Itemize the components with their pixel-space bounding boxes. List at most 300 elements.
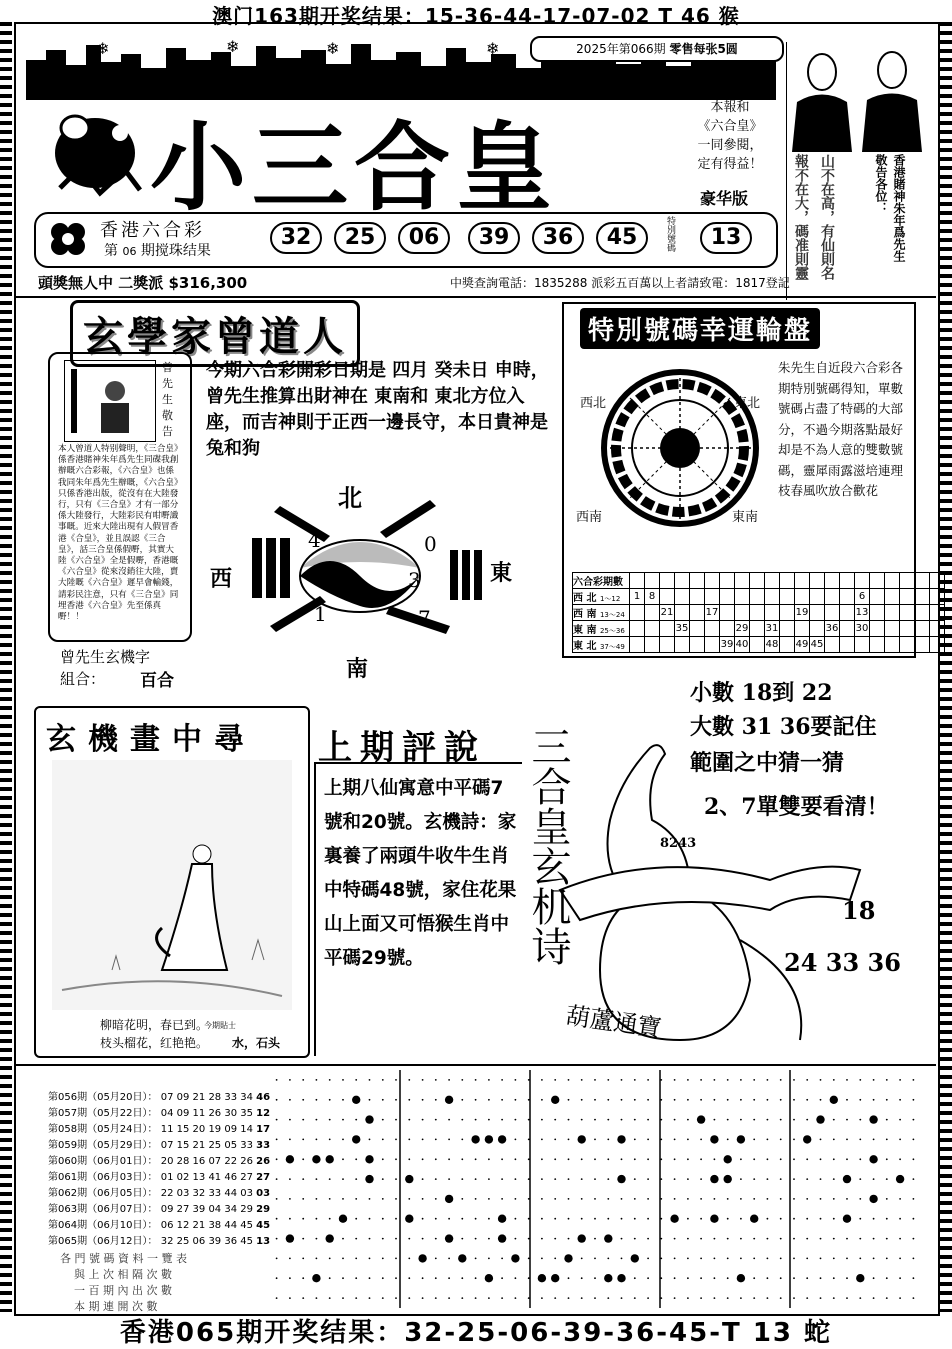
history-row xyxy=(48,1200,270,1215)
combo-label: 組合： xyxy=(60,670,106,688)
grid-dot xyxy=(767,1277,769,1279)
grid-dot xyxy=(581,1198,583,1200)
grid-dot xyxy=(422,1178,424,1180)
drawn-number-dot xyxy=(803,1135,811,1143)
grid-dot xyxy=(342,1139,344,1141)
grid-dot xyxy=(780,1198,782,1200)
grid-dot xyxy=(382,1119,384,1121)
drawn-number-dot xyxy=(843,1175,851,1183)
paper-title: 小三合皇 xyxy=(150,112,558,224)
grid-dot xyxy=(554,1258,556,1260)
grid-dot xyxy=(607,1158,609,1160)
grid-dot xyxy=(767,1238,769,1240)
grid-dot xyxy=(435,1178,437,1180)
portrait-photo xyxy=(787,42,925,152)
grid-dot xyxy=(714,1277,716,1279)
grid-dot xyxy=(660,1158,662,1160)
grid-dot xyxy=(302,1158,304,1160)
grid-dot xyxy=(687,1258,689,1260)
drawn-number-dot xyxy=(737,1274,745,1282)
grid-dot xyxy=(833,1297,835,1299)
grid-dot xyxy=(329,1297,331,1299)
caption-char: 曾 xyxy=(162,361,173,374)
grid-dot xyxy=(859,1178,861,1180)
grid-dot xyxy=(780,1297,782,1299)
grid-dot xyxy=(289,1178,291,1180)
row-cell: 1 xyxy=(630,589,645,605)
grid-dot xyxy=(395,1218,397,1220)
grid-dot xyxy=(355,1258,357,1260)
grid-dot xyxy=(859,1297,861,1299)
grid-dot xyxy=(435,1218,437,1220)
grid-dot xyxy=(634,1218,636,1220)
grid-dot xyxy=(355,1158,357,1160)
grid-dot xyxy=(541,1218,543,1220)
drawn-number-dot xyxy=(710,1175,718,1183)
grid-dot xyxy=(302,1119,304,1121)
grid-dot xyxy=(674,1238,676,1240)
drawn-number-dot xyxy=(830,1096,838,1104)
wheel-desc: 朱先生自近段六合彩各期特別號碼得知，單數號碼占盡了特碼的大部分，不過今期落點最好却是不為人意的雙數號碼，靈犀雨露滋培連理枝春風吹放合歡花 xyxy=(778,360,904,498)
grid-dot xyxy=(422,1297,424,1299)
grid-dot xyxy=(276,1119,278,1121)
grid-dot xyxy=(422,1238,424,1240)
grid-dot xyxy=(448,1258,450,1260)
drawn-number-dot xyxy=(365,1155,373,1163)
issue-info: 2025年第066期 零售每张5圆 xyxy=(530,36,784,62)
history-nums: 01 02 13 41 46 27 xyxy=(160,1172,253,1183)
dir-se: 東南 xyxy=(732,510,759,525)
grid-dot xyxy=(448,1079,450,1081)
grid-dot xyxy=(833,1238,835,1240)
drawn-number-dot xyxy=(405,1175,413,1183)
poem-vertical-title: 三合皇玄机诗 xyxy=(525,726,571,966)
grid-dot xyxy=(740,1218,742,1220)
review-text: 上期八仙寓意中平碼7號和20號。玄機詩：家裏養了兩頭牛收牛生肖中特碼48號，家住花果山上面又可悟猴生肖中平碼29號。 xyxy=(324,778,517,969)
grid-dot xyxy=(302,1178,304,1180)
grid-dot xyxy=(753,1238,755,1240)
grid-dot xyxy=(846,1119,848,1121)
drawn-number-dot xyxy=(710,1135,718,1143)
grid-dot xyxy=(276,1297,278,1299)
grid-dot xyxy=(276,1158,278,1160)
caption-char: 生 xyxy=(162,393,173,406)
grid-dot xyxy=(568,1277,570,1279)
riddle-title: 玄機畫中尋 xyxy=(46,722,256,757)
tip-numbers: 24 33 36 xyxy=(784,948,901,977)
fortune-section-title: 玄學家曾道人 xyxy=(70,300,360,367)
grid-dot xyxy=(780,1258,782,1260)
grid-dot xyxy=(913,1119,915,1121)
grid-dot xyxy=(568,1079,570,1081)
drawn-number-dot xyxy=(617,1274,625,1282)
grid-dot xyxy=(382,1277,384,1279)
grid-dot xyxy=(806,1258,808,1260)
history-dot-grid xyxy=(270,1070,920,1308)
grid-dot xyxy=(727,1277,729,1279)
grid-dot xyxy=(607,1258,609,1260)
portrait-caption xyxy=(162,360,182,440)
grid-dot xyxy=(806,1119,808,1121)
grid-dot xyxy=(740,1238,742,1240)
grid-dot xyxy=(687,1099,689,1101)
history-row xyxy=(48,1120,270,1135)
grid-dot xyxy=(607,1218,609,1220)
grid-dot xyxy=(594,1198,596,1200)
history-row xyxy=(48,1152,270,1167)
grid-dot xyxy=(767,1079,769,1081)
grid-dot xyxy=(767,1258,769,1260)
grid-dot xyxy=(727,1238,729,1240)
grid-dot xyxy=(594,1238,596,1240)
grid-dot xyxy=(687,1178,689,1180)
grid-dot xyxy=(621,1198,623,1200)
grid-dot xyxy=(355,1238,357,1240)
lottery-name: 香港六合彩 xyxy=(100,220,205,241)
result-ball: 25 xyxy=(334,222,386,254)
price-label: 零售每张5圆 xyxy=(669,42,738,56)
grid-dot xyxy=(581,1218,583,1220)
grid-dot xyxy=(528,1139,530,1141)
grid-dot xyxy=(475,1258,477,1260)
grid-dot xyxy=(913,1139,915,1141)
drawn-number-dot xyxy=(631,1254,639,1262)
special-ball: 13 xyxy=(700,222,752,254)
grid-dot xyxy=(515,1297,517,1299)
divider xyxy=(16,296,936,298)
grid-dot xyxy=(647,1258,649,1260)
grid-dot xyxy=(714,1079,716,1081)
grid-dot xyxy=(528,1178,530,1180)
grid-dot xyxy=(276,1079,278,1081)
grid-dot xyxy=(515,1119,517,1121)
grid-dot xyxy=(714,1297,716,1299)
history-nums: 09 27 39 04 34 29 xyxy=(160,1204,253,1215)
grid-dot xyxy=(674,1099,676,1101)
grid-dot xyxy=(475,1079,477,1081)
grid-dot xyxy=(342,1277,344,1279)
history-footer: 各 門 號 碼 資 料 一 覽 表 xyxy=(60,1252,187,1265)
grid-dot xyxy=(276,1258,278,1260)
grid-dot xyxy=(422,1079,424,1081)
grid-dot xyxy=(276,1139,278,1141)
history-special: 13 xyxy=(256,1236,271,1247)
grid-dot xyxy=(488,1297,490,1299)
grid-dot xyxy=(687,1119,689,1121)
history-row xyxy=(48,1184,270,1199)
grid-dot xyxy=(753,1099,755,1101)
grid-dot xyxy=(674,1277,676,1279)
grid-dot xyxy=(727,1198,729,1200)
drawn-number-dot xyxy=(485,1135,493,1143)
grid-dot xyxy=(621,1218,623,1220)
grid-dot xyxy=(727,1099,729,1101)
history-footer: 本 期 連 開 次 數 xyxy=(74,1300,158,1313)
grid-dot xyxy=(541,1079,543,1081)
grid-dot xyxy=(422,1277,424,1279)
grid-dot xyxy=(594,1297,596,1299)
grid-dot xyxy=(488,1079,490,1081)
grid-dot xyxy=(873,1258,875,1260)
history-nums: 32 25 06 39 36 45 xyxy=(160,1236,253,1247)
tip-line: 小數 18到 22 xyxy=(690,680,833,706)
grid-dot xyxy=(448,1218,450,1220)
grid-dot xyxy=(621,1297,623,1299)
grid-dot xyxy=(475,1218,477,1220)
portrait-image xyxy=(64,360,156,442)
drawn-number-dot xyxy=(339,1215,347,1223)
grid-dot xyxy=(621,1099,623,1101)
bagua-digit: 0 xyxy=(424,532,437,556)
drawn-number-dot xyxy=(869,1195,877,1203)
grid-dot xyxy=(820,1238,822,1240)
grid-dot xyxy=(806,1198,808,1200)
svg-text:❄: ❄ xyxy=(226,40,240,56)
row-cell: 8 xyxy=(645,589,660,605)
tip-line: 範圍之中猜一猜 xyxy=(690,750,845,776)
riddle-answer-label: 今期貼士 xyxy=(204,1021,236,1030)
grid-dot xyxy=(806,1099,808,1101)
grid-dot xyxy=(886,1297,888,1299)
grid-dot xyxy=(422,1158,424,1160)
drawn-number-dot xyxy=(578,1234,586,1242)
grid-dot xyxy=(806,1297,808,1299)
grid-dot xyxy=(886,1277,888,1279)
grid-dot xyxy=(913,1277,915,1279)
grid-dot xyxy=(740,1198,742,1200)
drawn-number-dot xyxy=(445,1234,453,1242)
grid-dot xyxy=(767,1099,769,1101)
grid-dot xyxy=(395,1198,397,1200)
grid-dot xyxy=(369,1277,371,1279)
grid-dot xyxy=(501,1258,503,1260)
grid-dot xyxy=(634,1099,636,1101)
grid-dot xyxy=(475,1297,477,1299)
grid-dot xyxy=(382,1158,384,1160)
hotline-info: 中獎查詢電話：1835288 派彩五百萬以上者請致電：1817登記 xyxy=(450,276,790,290)
grid-dot xyxy=(886,1258,888,1260)
history-row xyxy=(48,1104,270,1119)
drawn-number-dot xyxy=(816,1115,824,1123)
grid-dot xyxy=(820,1079,822,1081)
draw-line xyxy=(104,240,211,260)
row-dir: 西 北 xyxy=(573,593,597,604)
grid-dot xyxy=(886,1218,888,1220)
grid-dot xyxy=(316,1218,318,1220)
row-range: 1～12 xyxy=(599,595,621,603)
history-special: 33 xyxy=(256,1140,271,1151)
history-label: 第063期（06月07日）： xyxy=(48,1204,158,1215)
grid-dot xyxy=(475,1238,477,1240)
grid-dot xyxy=(369,1139,371,1141)
grid-dot xyxy=(806,1238,808,1240)
grid-dot xyxy=(700,1158,702,1160)
grid-dot xyxy=(767,1139,769,1141)
fortune-verse: 今期六合彩開彩日期是 四月 癸未日 申時，曾先生推算出財神在 東南和 東北方位入座，而吉神則于正西一邊長守，本日貴神是 兔和狗 xyxy=(206,360,549,459)
macau-result-banner: 澳门163期开奖结果：15-36-44-17-07-02 T 46 猴 xyxy=(212,4,740,28)
grid-dot xyxy=(395,1079,397,1081)
grid-dot xyxy=(674,1079,676,1081)
grid-dot xyxy=(594,1079,596,1081)
tip-number: 18 xyxy=(842,896,876,925)
grid-dot xyxy=(554,1139,556,1141)
grid-dot xyxy=(302,1277,304,1279)
grid-dot xyxy=(355,1178,357,1180)
grid-dot xyxy=(342,1079,344,1081)
grid-dot xyxy=(806,1178,808,1180)
row-cell: 6 xyxy=(855,589,870,605)
grid-dot xyxy=(342,1258,344,1260)
grid-dot xyxy=(382,1258,384,1260)
grid-dot xyxy=(793,1297,795,1299)
grid-dot xyxy=(515,1079,517,1081)
grid-dot xyxy=(899,1079,901,1081)
grid-dot xyxy=(780,1218,782,1220)
grid-dot xyxy=(289,1198,291,1200)
grid-dot xyxy=(899,1238,901,1240)
grid-dot xyxy=(833,1119,835,1121)
svg-text:❄: ❄ xyxy=(96,40,110,58)
drawn-number-dot xyxy=(724,1155,732,1163)
grid-dot xyxy=(435,1099,437,1101)
grid-dot xyxy=(435,1198,437,1200)
grid-dot xyxy=(302,1079,304,1081)
grid-dot xyxy=(594,1158,596,1160)
grid-dot xyxy=(647,1198,649,1200)
grid-dot xyxy=(859,1258,861,1260)
caption-char: 先 xyxy=(162,377,173,390)
grid-dot xyxy=(594,1258,596,1260)
grid-dot xyxy=(913,1218,915,1220)
grid-dot xyxy=(793,1258,795,1260)
drawn-number-dot xyxy=(498,1135,506,1143)
grid-dot xyxy=(859,1158,861,1160)
grid-dot xyxy=(568,1099,570,1101)
bagua-digit: 2 xyxy=(324,564,337,588)
history-nums: 20 28 16 07 22 26 xyxy=(160,1156,253,1167)
grid-dot xyxy=(302,1099,304,1101)
grid-dot xyxy=(461,1277,463,1279)
grid-dot xyxy=(687,1198,689,1200)
grid-dot xyxy=(568,1238,570,1240)
history-label: 第057期（05月22日）： xyxy=(48,1108,158,1119)
grid-dot xyxy=(873,1178,875,1180)
grid-dot xyxy=(435,1238,437,1240)
grid-dot xyxy=(342,1238,344,1240)
grid-dot xyxy=(355,1079,357,1081)
grid-dot xyxy=(501,1158,503,1160)
grid-dot xyxy=(448,1139,450,1141)
drawn-number-dot xyxy=(538,1274,546,1282)
grid-dot xyxy=(369,1218,371,1220)
drawn-number-dot xyxy=(670,1215,678,1223)
grid-dot xyxy=(461,1198,463,1200)
grid-dot xyxy=(727,1218,729,1220)
grid-dot xyxy=(488,1258,490,1260)
grid-dot xyxy=(448,1297,450,1299)
grid-dot xyxy=(515,1099,517,1101)
grid-dot xyxy=(621,1158,623,1160)
grid-dot xyxy=(899,1198,901,1200)
combo-value: 百合 xyxy=(140,671,174,691)
grid-dot xyxy=(408,1099,410,1101)
grid-dot xyxy=(833,1277,835,1279)
grid-dot xyxy=(621,1119,623,1121)
grid-dot xyxy=(501,1277,503,1279)
caption-char: 告 xyxy=(162,425,173,438)
grid-dot xyxy=(873,1218,875,1220)
grid-dot xyxy=(859,1238,861,1240)
grid-dot xyxy=(302,1198,304,1200)
drawn-number-dot xyxy=(617,1135,625,1143)
drawn-number-dot xyxy=(498,1234,506,1242)
grid-dot xyxy=(461,1238,463,1240)
row-cell: 31 xyxy=(765,621,780,637)
grid-dot xyxy=(475,1158,477,1160)
grid-dot xyxy=(727,1139,729,1141)
lottery-logo-icon xyxy=(46,218,90,258)
riddle-illustration xyxy=(52,760,292,1010)
grid-dot xyxy=(276,1198,278,1200)
notice-panel xyxy=(48,352,192,642)
drawn-number-dot xyxy=(710,1215,718,1223)
drawn-number-dot xyxy=(869,1155,877,1163)
grid-dot xyxy=(355,1297,357,1299)
grid-dot xyxy=(913,1258,915,1260)
grid-dot xyxy=(899,1099,901,1101)
history-row xyxy=(48,1088,270,1103)
drawn-number-dot xyxy=(312,1155,320,1163)
row-dir: 東 南 xyxy=(573,625,597,636)
drawn-number-dot xyxy=(365,1115,373,1123)
grid-dot xyxy=(886,1158,888,1160)
grid-dot xyxy=(833,1198,835,1200)
grid-dot xyxy=(634,1119,636,1121)
grid-dot xyxy=(488,1099,490,1101)
grid-dot xyxy=(607,1297,609,1299)
bagua-digit: 4 xyxy=(308,528,321,552)
row-cell: 19 xyxy=(795,605,810,621)
grid-dot xyxy=(660,1218,662,1220)
grid-dot xyxy=(541,1119,543,1121)
row-cell: 39 xyxy=(720,637,735,653)
grid-dot xyxy=(528,1099,530,1101)
special-label: 特別號碼 xyxy=(665,216,675,252)
grid-dot xyxy=(541,1099,543,1101)
grid-dot xyxy=(395,1277,397,1279)
grid-dot xyxy=(435,1139,437,1141)
row-cell: 48 xyxy=(765,637,780,653)
drawn-number-dot xyxy=(604,1234,612,1242)
grid-dot xyxy=(806,1079,808,1081)
drawn-number-dot xyxy=(365,1175,373,1183)
result-ball: 45 xyxy=(596,222,648,254)
portrait-area xyxy=(786,42,925,300)
grid-dot xyxy=(342,1099,344,1101)
grid-dot xyxy=(342,1119,344,1121)
grid-dot xyxy=(461,1158,463,1160)
left-edge-strip xyxy=(0,22,12,1312)
grid-dot xyxy=(488,1198,490,1200)
riddle-poem: 枝头榴花，红艳艳。 xyxy=(100,1036,209,1050)
history-label: 第062期（06月05日）： xyxy=(48,1188,158,1199)
grid-dot xyxy=(913,1099,915,1101)
grid-dot xyxy=(329,1139,331,1141)
grid-dot xyxy=(727,1119,729,1121)
grid-dot xyxy=(700,1277,702,1279)
grid-dot xyxy=(488,1119,490,1121)
history-special: 29 xyxy=(256,1204,271,1215)
